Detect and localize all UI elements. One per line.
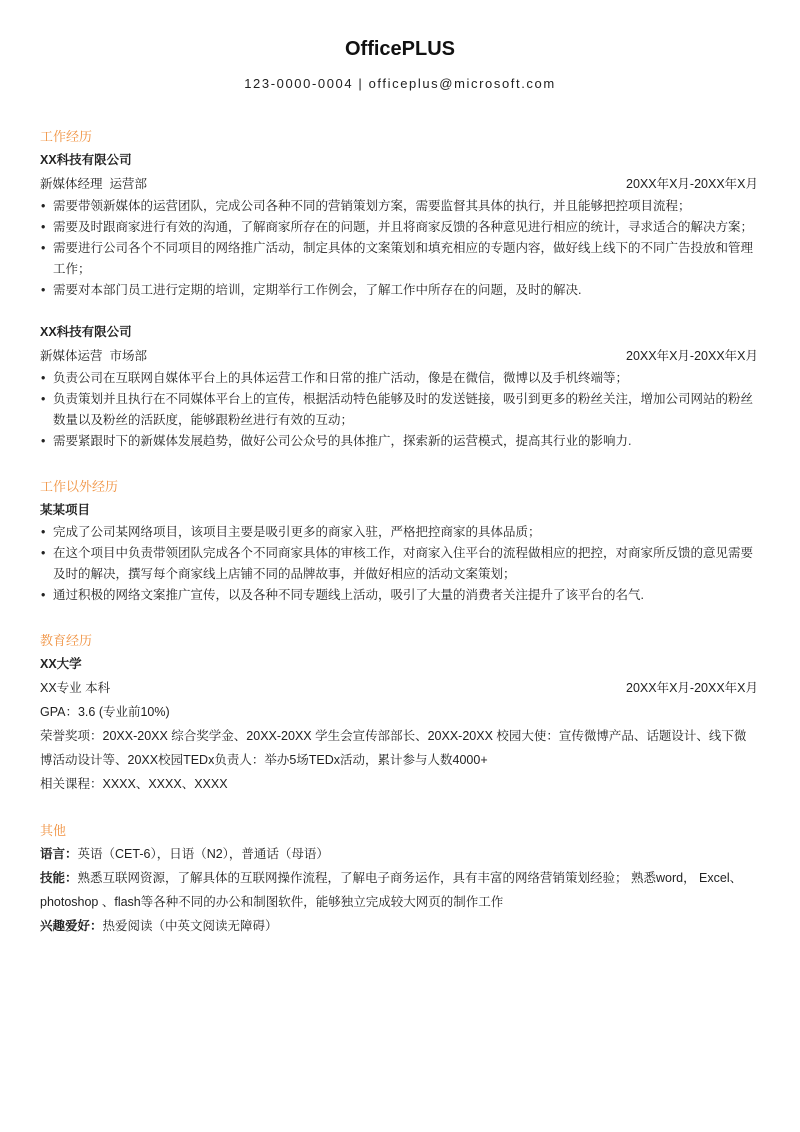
hobbies-value: 热爱阅读（中英文阅读无障碍） xyxy=(102,919,278,933)
gpa: GPA：3.6 (专业前10%) xyxy=(40,705,170,719)
list-item: • 需要紧跟时下的新媒体发展趋势，做好公司公众号的具体推广，探索新的运营模式，提高其行业的影响力. xyxy=(40,431,758,452)
list-item: • 通过积极的网络文案推广宣传，以及各种不同专题线上活动，吸引了大量的消费者关注提升了该平台的名气. xyxy=(40,585,758,606)
job-entry xyxy=(40,320,758,452)
work-experience-section xyxy=(40,126,758,452)
skills-label: 技能： xyxy=(40,871,78,885)
resume-name: OfficePLUS xyxy=(344,38,456,60)
job-role-row xyxy=(40,344,758,368)
job-entry xyxy=(40,148,758,301)
list-item: • 需要带领新媒体的运营团队，完成公司各种不同的营销策划方案，需要监督其具体的执行，并且能够把控项目流程； xyxy=(40,196,758,217)
company-name: XX科技有限公司 xyxy=(40,153,132,167)
languages-value: 英语（CET-6），日语（N2），普通话（母语） xyxy=(77,847,329,861)
job-bullets xyxy=(40,196,758,301)
courses: 相关课程：XXXX、XXXX、XXXX xyxy=(40,777,228,791)
list-item: • 在这个项目中负责带领团队完成各个不同商家具体的审核工作，对商家入住平台的流程做相应的把控，对商家所反馈的意见需要及时的解决，撰写每个商家线上店铺不同的品牌故事，并做好相应的活动文案策划； xyxy=(40,543,758,585)
job-bullets xyxy=(40,368,758,452)
skills-value: 熟悉互联网资源，了解具体的互联网操作流程，了解电子商务运作，具有丰富的网络营销策划经验； 熟悉word， Excel、photoshop 、flash等各种不同的办公和制图软件，能够独立完成较大网页的制作工作 xyxy=(40,871,743,909)
list-item: • 负责公司在互联网自媒体平台上的具体运营工作和日常的推广活动，像是在微信，微博以及手机终端等； xyxy=(40,368,758,389)
section-heading: 其他 xyxy=(40,823,67,838)
list-item: • 负责策划并且执行在不同媒体平台上的宣传，根据活动特色能够及时的发送链接，吸引到更多的粉丝关注，增加公司网站的粉丝数量以及粉丝的活跃度，能够跟粉丝进行有效的互动； xyxy=(40,389,758,431)
project-bullets xyxy=(40,522,758,606)
list-item: • 需要及时跟商家进行有效的沟通，了解商家所存在的问题，并且将商家反馈的各种意见进行相应的统计，寻求适合的解决方案； xyxy=(40,217,758,238)
honors: 荣誉奖项：20XX-20XX 综合奖学金、20XX-20XX 学生会宣传部部长、20XX-20XX 校园大使：宣传微博产品、话题设计、线下微博活动设计等、20XX校园TEDx负责人：举办5场TEDx活动，累计参与人数4000+ xyxy=(40,729,747,767)
job-period: 20XX年X月-20XX年X月 xyxy=(626,349,758,363)
major-row xyxy=(40,676,758,700)
languages xyxy=(40,842,758,866)
contact-info: 123-0000-0004 | officeplus@microsoft.com xyxy=(244,76,556,91)
extra-experience-section xyxy=(40,476,758,606)
school-name: XX大学 xyxy=(40,657,82,671)
languages-label: 语言： xyxy=(40,847,78,861)
hobbies xyxy=(40,914,758,938)
job-role-row xyxy=(40,172,758,196)
section-heading: 工作以外经历 xyxy=(40,479,119,494)
education-section xyxy=(40,630,758,796)
other-section xyxy=(40,820,758,938)
list-item: • 完成了公司某网络项目，该项目主要是吸引更多的商家入驻，严格把控商家的具体品质； xyxy=(40,522,758,543)
skills xyxy=(40,866,758,914)
edu-period: 20XX年X月-20XX年X月 xyxy=(626,681,758,695)
list-item: • 需要对本部门员工进行定期的培训，定期举行工作例会，了解工作中所存在的问题，及时的解决. xyxy=(40,280,758,301)
company-name: XX科技有限公司 xyxy=(40,325,132,339)
section-heading: 教育经历 xyxy=(40,633,93,648)
hobbies-label: 兴趣爱好： xyxy=(40,919,103,933)
list-item: • 需要进行公司各个不同项目的网络推广活动，制定具体的文案策划和填充相应的专题内容，做好线上线下的不同广告投放和管理工作； xyxy=(40,238,758,280)
job-role: 新媒体经理 运营部 xyxy=(40,177,147,191)
project-name: 某某项目 xyxy=(40,503,91,517)
section-heading: 工作经历 xyxy=(40,129,93,144)
job-role: 新媒体运营 市场部 xyxy=(40,349,147,363)
major: XX专业 本科 xyxy=(40,681,111,695)
job-period: 20XX年X月-20XX年X月 xyxy=(626,177,758,191)
resume-body xyxy=(40,126,758,962)
